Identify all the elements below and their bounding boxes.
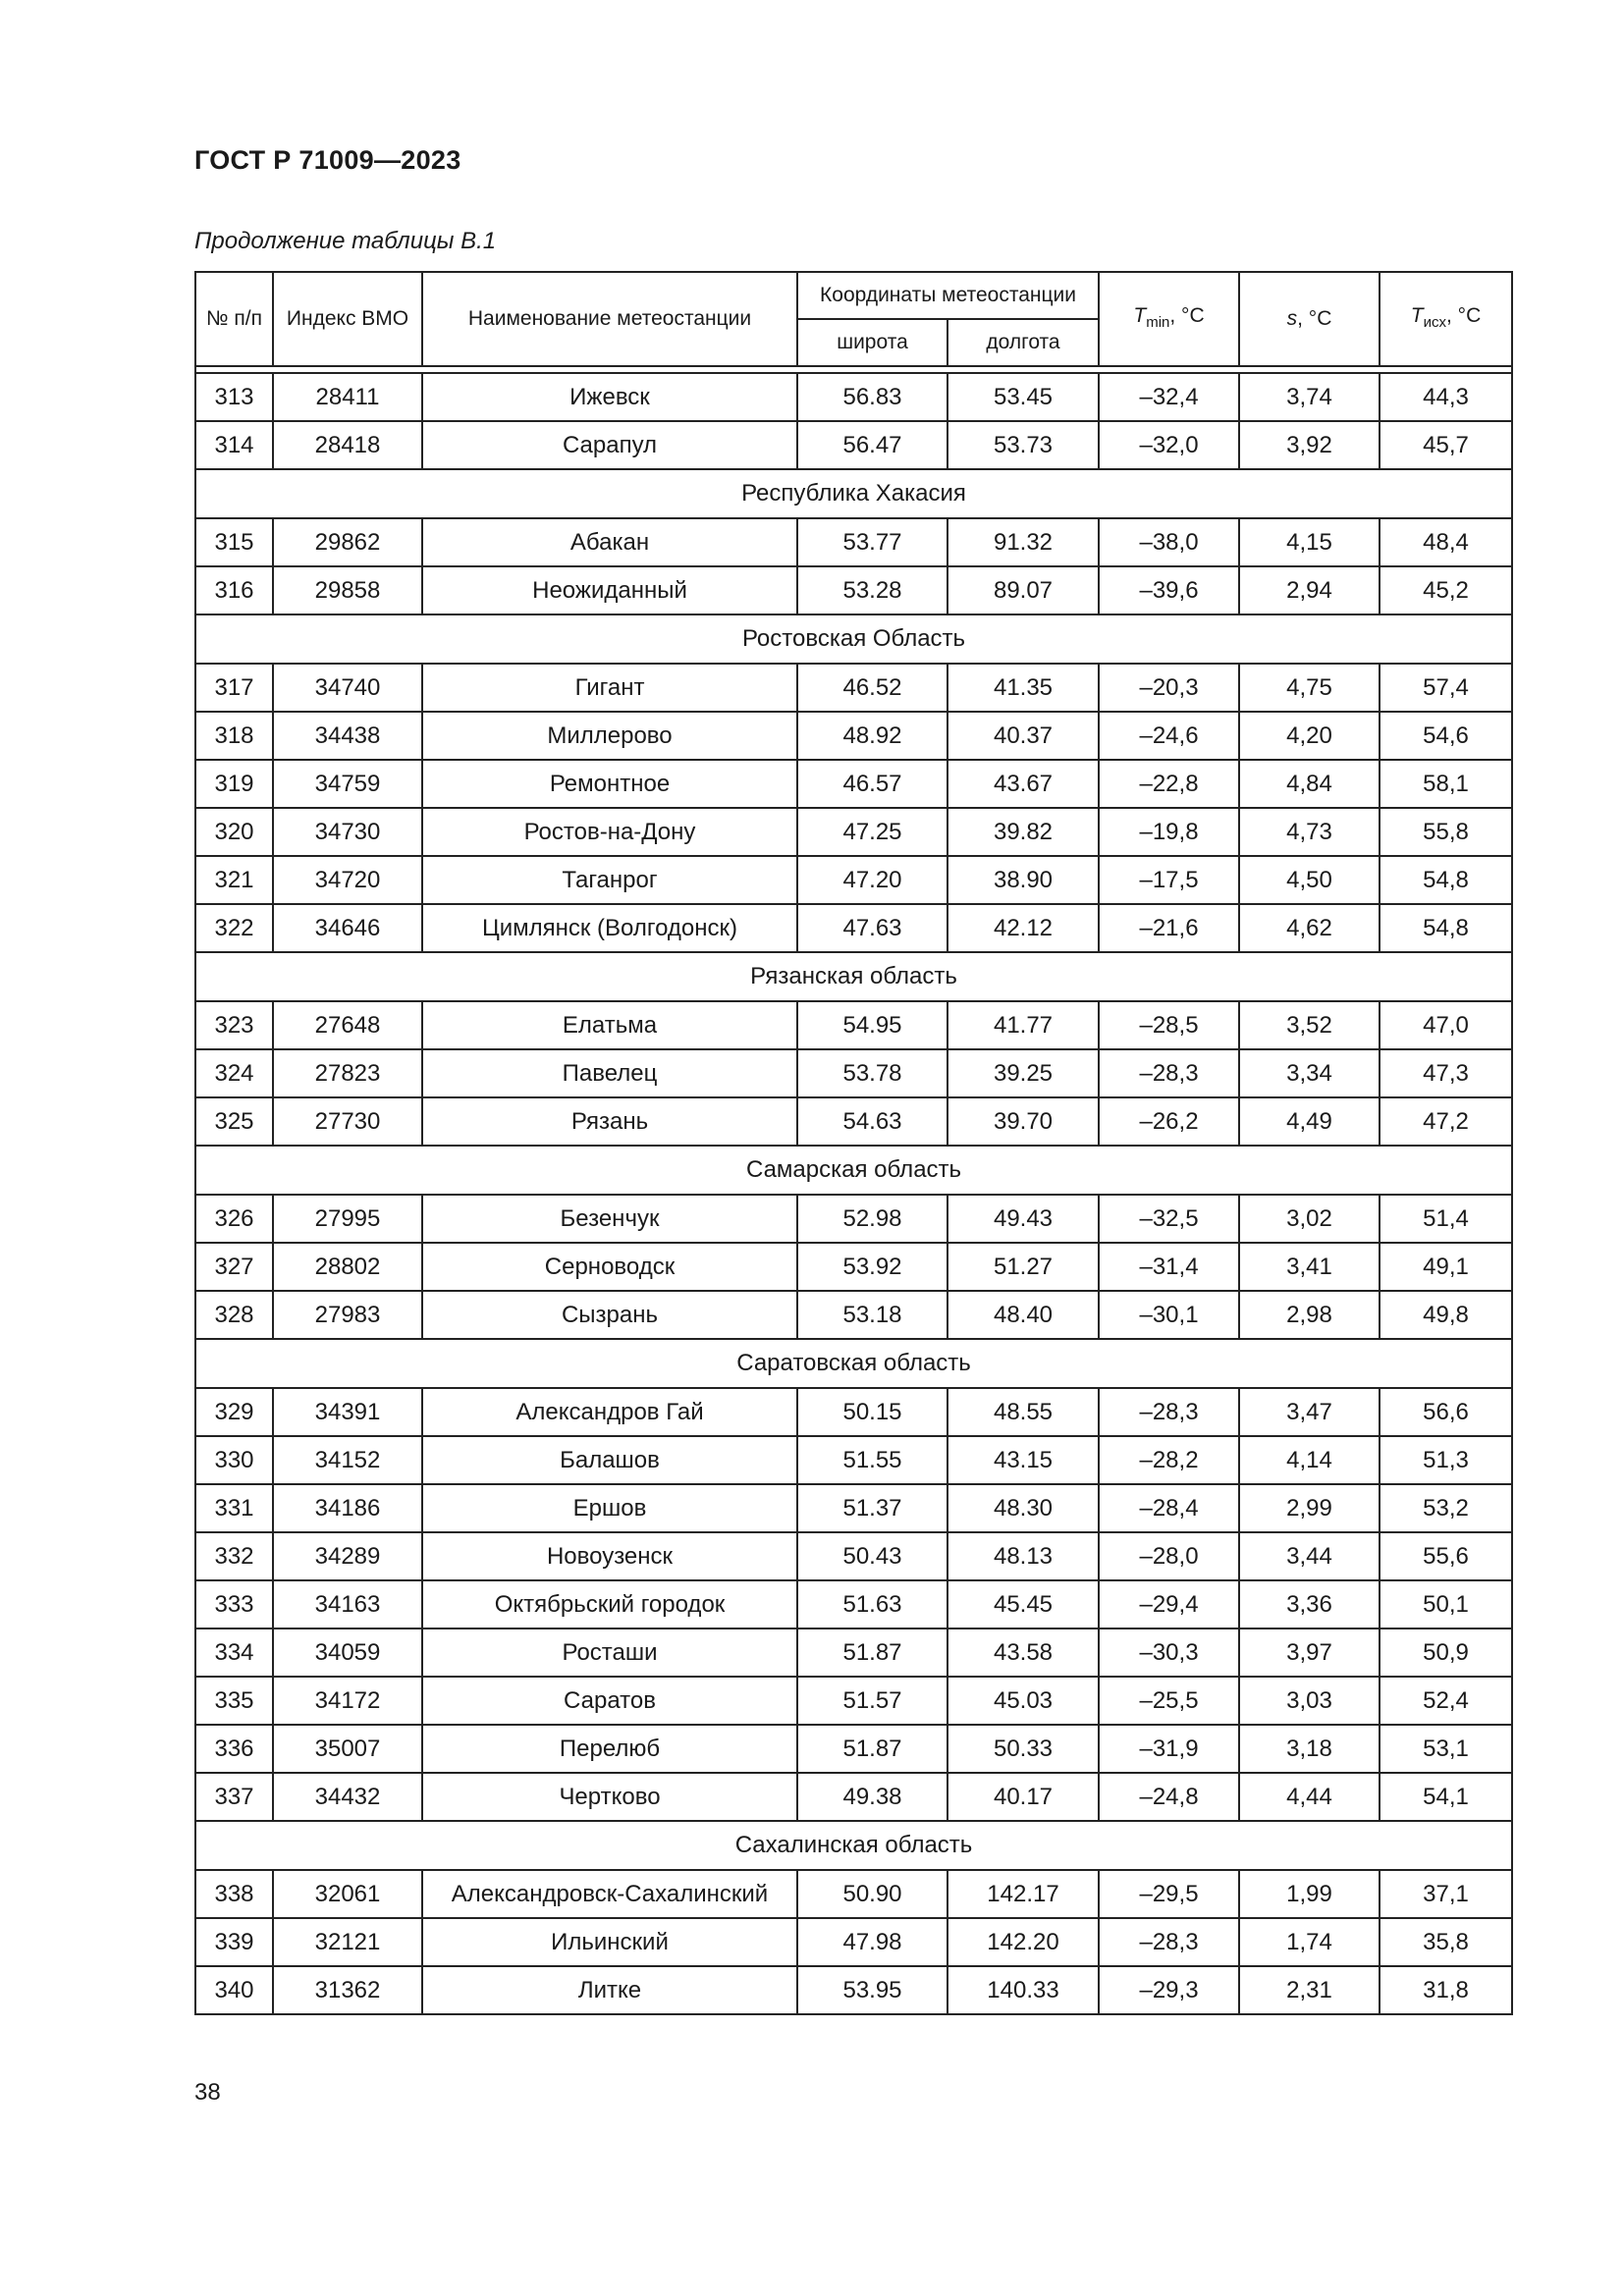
cell-name: Гигант <box>422 664 797 712</box>
cell-lon: 142.20 <box>947 1918 1099 1966</box>
cell-tmin: –30,1 <box>1099 1291 1239 1339</box>
cell-index: 35007 <box>273 1725 422 1773</box>
cell-tmin: –26,2 <box>1099 1097 1239 1146</box>
cell-num: 316 <box>195 566 273 614</box>
cell-index: 28802 <box>273 1243 422 1291</box>
region-group-row <box>195 614 1512 664</box>
cell-num: 326 <box>195 1195 273 1243</box>
cell-tmin: –28,4 <box>1099 1484 1239 1532</box>
cell-lon: 40.17 <box>947 1773 1099 1821</box>
cell-lat: 51.87 <box>797 1725 947 1773</box>
header-coordinates: Координаты метеостанции <box>797 272 1099 319</box>
region-name: Республика Хакасия <box>195 469 1512 518</box>
cell-tisx: 54,1 <box>1380 1773 1512 1821</box>
cell-lon: 39.25 <box>947 1049 1099 1097</box>
cell-s: 1,99 <box>1239 1870 1380 1918</box>
cell-lon: 40.37 <box>947 712 1099 760</box>
table-caption: Продолжение таблицы В.1 <box>194 228 497 254</box>
cell-name: Перелюб <box>422 1725 797 1773</box>
cell-index: 34391 <box>273 1388 422 1436</box>
table-row <box>195 1484 1512 1532</box>
cell-num: 329 <box>195 1388 273 1436</box>
document-title: ГОСТ Р 71009—2023 <box>194 145 461 175</box>
cell-tisx: 47,3 <box>1380 1049 1512 1097</box>
cell-index: 34172 <box>273 1677 422 1725</box>
cell-lon: 48.55 <box>947 1388 1099 1436</box>
cell-index: 31362 <box>273 1966 422 2014</box>
cell-lat: 46.57 <box>797 760 947 808</box>
cell-tmin: –32,5 <box>1099 1195 1239 1243</box>
cell-s: 3,92 <box>1239 421 1380 469</box>
cell-tisx: 55,8 <box>1380 808 1512 856</box>
cell-index: 34646 <box>273 904 422 952</box>
table-row <box>195 712 1512 760</box>
cell-lon: 142.17 <box>947 1870 1099 1918</box>
cell-tmin: –28,3 <box>1099 1049 1239 1097</box>
cell-tisx: 51,3 <box>1380 1436 1512 1484</box>
cell-index: 34289 <box>273 1532 422 1580</box>
cell-tmin: –31,9 <box>1099 1725 1239 1773</box>
cell-tisx: 56,6 <box>1380 1388 1512 1436</box>
cell-lon: 45.03 <box>947 1677 1099 1725</box>
cell-lat: 51.37 <box>797 1484 947 1532</box>
cell-lat: 53.77 <box>797 518 947 566</box>
cell-s: 2,98 <box>1239 1291 1380 1339</box>
cell-tisx: 47,0 <box>1380 1001 1512 1049</box>
cell-tisx: 50,9 <box>1380 1629 1512 1677</box>
cell-tisx: 58,1 <box>1380 760 1512 808</box>
cell-lat: 48.92 <box>797 712 947 760</box>
cell-s: 3,52 <box>1239 1001 1380 1049</box>
header-num: № п/п <box>195 272 273 366</box>
cell-tisx: 53,1 <box>1380 1725 1512 1773</box>
cell-tmin: –32,0 <box>1099 421 1239 469</box>
cell-num: 330 <box>195 1436 273 1484</box>
cell-num: 340 <box>195 1966 273 2014</box>
cell-num: 332 <box>195 1532 273 1580</box>
cell-name: Росташи <box>422 1629 797 1677</box>
region-group-row <box>195 952 1512 1001</box>
region-name: Сахалинская область <box>195 1821 1512 1870</box>
cell-index: 34720 <box>273 856 422 904</box>
cell-index: 34432 <box>273 1773 422 1821</box>
cell-tmin: –28,0 <box>1099 1532 1239 1580</box>
cell-lat: 52.98 <box>797 1195 947 1243</box>
cell-index: 32121 <box>273 1918 422 1966</box>
cell-tisx: 53,2 <box>1380 1484 1512 1532</box>
cell-tmin: –24,6 <box>1099 712 1239 760</box>
cell-s: 3,02 <box>1239 1195 1380 1243</box>
table-row <box>195 1918 1512 1966</box>
cell-name: Ижевск <box>422 373 797 421</box>
cell-num: 313 <box>195 373 273 421</box>
cell-index: 28411 <box>273 373 422 421</box>
cell-s: 4,84 <box>1239 760 1380 808</box>
cell-tmin: –28,5 <box>1099 1001 1239 1049</box>
table-row <box>195 1870 1512 1918</box>
cell-num: 315 <box>195 518 273 566</box>
cell-num: 339 <box>195 1918 273 1966</box>
cell-index: 34438 <box>273 712 422 760</box>
cell-s: 4,73 <box>1239 808 1380 856</box>
cell-lat: 53.92 <box>797 1243 947 1291</box>
cell-s: 3,74 <box>1239 373 1380 421</box>
cell-tmin: –32,4 <box>1099 373 1239 421</box>
cell-tmin: –24,8 <box>1099 1773 1239 1821</box>
cell-tisx: 50,1 <box>1380 1580 1512 1629</box>
region-name: Самарская область <box>195 1146 1512 1195</box>
cell-lat: 47.98 <box>797 1918 947 1966</box>
cell-num: 324 <box>195 1049 273 1097</box>
cell-tisx: 37,1 <box>1380 1870 1512 1918</box>
cell-name: Миллерово <box>422 712 797 760</box>
cell-lat: 47.63 <box>797 904 947 952</box>
cell-tmin: –39,6 <box>1099 566 1239 614</box>
cell-num: 328 <box>195 1291 273 1339</box>
cell-lat: 51.87 <box>797 1629 947 1677</box>
cell-lon: 43.67 <box>947 760 1099 808</box>
cell-lat: 46.52 <box>797 664 947 712</box>
cell-lon: 42.12 <box>947 904 1099 952</box>
region-group-row <box>195 1339 1512 1388</box>
cell-lon: 41.35 <box>947 664 1099 712</box>
cell-index: 27995 <box>273 1195 422 1243</box>
cell-s: 1,74 <box>1239 1918 1380 1966</box>
cell-name: Сарапул <box>422 421 797 469</box>
cell-num: 333 <box>195 1580 273 1629</box>
cell-name: Балашов <box>422 1436 797 1484</box>
cell-tisx: 57,4 <box>1380 664 1512 712</box>
cell-lat: 49.38 <box>797 1773 947 1821</box>
region-group-row <box>195 1146 1512 1195</box>
table-row <box>195 566 1512 614</box>
table-body <box>195 373 1512 2014</box>
cell-name: Октябрьский городок <box>422 1580 797 1629</box>
cell-lat: 54.95 <box>797 1001 947 1049</box>
cell-s: 3,03 <box>1239 1677 1380 1725</box>
cell-index: 29862 <box>273 518 422 566</box>
cell-num: 335 <box>195 1677 273 1725</box>
cell-lat: 50.90 <box>797 1870 947 1918</box>
cell-lon: 48.30 <box>947 1484 1099 1532</box>
header-tmin: $T_{min}$, °С <box>1099 272 1239 366</box>
cell-num: 331 <box>195 1484 273 1532</box>
cell-tmin: –19,8 <box>1099 808 1239 856</box>
header-s: s, °С <box>1239 272 1380 366</box>
cell-lat: 56.83 <box>797 373 947 421</box>
cell-lat: 53.78 <box>797 1049 947 1097</box>
table-row <box>195 1532 1512 1580</box>
cell-lon: 39.70 <box>947 1097 1099 1146</box>
cell-name: Ремонтное <box>422 760 797 808</box>
cell-num: 322 <box>195 904 273 952</box>
cell-lon: 43.15 <box>947 1436 1099 1484</box>
cell-index: 29858 <box>273 566 422 614</box>
cell-lat: 50.43 <box>797 1532 947 1580</box>
cell-tisx: 48,4 <box>1380 518 1512 566</box>
cell-tisx: 45,7 <box>1380 421 1512 469</box>
cell-name: Саратов <box>422 1677 797 1725</box>
cell-lon: 48.40 <box>947 1291 1099 1339</box>
cell-name: Безенчук <box>422 1195 797 1243</box>
cell-name: Таганрог <box>422 856 797 904</box>
cell-tisx: 54,6 <box>1380 712 1512 760</box>
cell-s: 2,99 <box>1239 1484 1380 1532</box>
region-group-row <box>195 469 1512 518</box>
cell-s: 3,36 <box>1239 1580 1380 1629</box>
cell-tisx: 49,1 <box>1380 1243 1512 1291</box>
cell-lon: 51.27 <box>947 1243 1099 1291</box>
cell-name: Ильинский <box>422 1918 797 1966</box>
cell-tisx: 55,6 <box>1380 1532 1512 1580</box>
cell-name: Александровск-Сахалинский <box>422 1870 797 1918</box>
cell-tmin: –20,3 <box>1099 664 1239 712</box>
cell-lon: 41.77 <box>947 1001 1099 1049</box>
cell-num: 336 <box>195 1725 273 1773</box>
table-row <box>195 760 1512 808</box>
table-row <box>195 1243 1512 1291</box>
cell-num: 317 <box>195 664 273 712</box>
cell-tmin: –28,3 <box>1099 1918 1239 1966</box>
table-row <box>195 1291 1512 1339</box>
cell-name: Серноводск <box>422 1243 797 1291</box>
cell-index: 34163 <box>273 1580 422 1629</box>
cell-name: Литке <box>422 1966 797 2014</box>
cell-s: 2,31 <box>1239 1966 1380 2014</box>
cell-tmin: –29,3 <box>1099 1966 1239 2014</box>
cell-lat: 53.28 <box>797 566 947 614</box>
cell-lon: 38.90 <box>947 856 1099 904</box>
cell-s: 4,75 <box>1239 664 1380 712</box>
table-row <box>195 1049 1512 1097</box>
table-row <box>195 1388 1512 1436</box>
cell-lon: 45.45 <box>947 1580 1099 1629</box>
cell-tmin: –38,0 <box>1099 518 1239 566</box>
cell-tisx: 31,8 <box>1380 1966 1512 2014</box>
cell-num: 338 <box>195 1870 273 1918</box>
cell-tmin: –28,2 <box>1099 1436 1239 1484</box>
cell-tisx: 51,4 <box>1380 1195 1512 1243</box>
cell-lon: 48.13 <box>947 1532 1099 1580</box>
cell-index: 28418 <box>273 421 422 469</box>
table-row <box>195 373 1512 421</box>
cell-index: 34730 <box>273 808 422 856</box>
cell-name: Неожиданный <box>422 566 797 614</box>
region-group-row <box>195 1821 1512 1870</box>
cell-index: 34186 <box>273 1484 422 1532</box>
table-row <box>195 1195 1512 1243</box>
cell-tmin: –25,5 <box>1099 1677 1239 1725</box>
cell-index: 32061 <box>273 1870 422 1918</box>
cell-s: 2,94 <box>1239 566 1380 614</box>
weather-stations-table <box>194 271 1513 2015</box>
header-index: Индекс ВМО <box>273 272 422 366</box>
cell-s: 4,49 <box>1239 1097 1380 1146</box>
cell-tmin: –29,5 <box>1099 1870 1239 1918</box>
table-row <box>195 1436 1512 1484</box>
region-name: Рязанская область <box>195 952 1512 1001</box>
cell-lat: 47.20 <box>797 856 947 904</box>
region-name: Саратовская область <box>195 1339 1512 1388</box>
cell-tisx: 52,4 <box>1380 1677 1512 1725</box>
cell-name: Елатьма <box>422 1001 797 1049</box>
cell-index: 34740 <box>273 664 422 712</box>
cell-name: Новоузенск <box>422 1532 797 1580</box>
cell-tisx: 47,2 <box>1380 1097 1512 1146</box>
cell-s: 3,34 <box>1239 1049 1380 1097</box>
cell-lat: 54.63 <box>797 1097 947 1146</box>
cell-tisx: 35,8 <box>1380 1918 1512 1966</box>
table-row <box>195 808 1512 856</box>
cell-tisx: 54,8 <box>1380 856 1512 904</box>
cell-num: 314 <box>195 421 273 469</box>
cell-tmin: –22,8 <box>1099 760 1239 808</box>
table-row <box>195 1773 1512 1821</box>
cell-s: 3,44 <box>1239 1532 1380 1580</box>
cell-lat: 51.55 <box>797 1436 947 1484</box>
cell-s: 3,41 <box>1239 1243 1380 1291</box>
header-latitude: широта <box>797 319 947 366</box>
cell-name: Ершов <box>422 1484 797 1532</box>
cell-lat: 50.15 <box>797 1388 947 1436</box>
cell-s: 4,44 <box>1239 1773 1380 1821</box>
cell-lat: 56.47 <box>797 421 947 469</box>
cell-tmin: –21,6 <box>1099 904 1239 952</box>
table-row <box>195 1580 1512 1629</box>
table-row <box>195 421 1512 469</box>
cell-name: Павелец <box>422 1049 797 1097</box>
cell-s: 4,14 <box>1239 1436 1380 1484</box>
table-row <box>195 1001 1512 1049</box>
cell-name: Цимлянск (Волгодонск) <box>422 904 797 952</box>
table-row <box>195 856 1512 904</box>
table-row <box>195 518 1512 566</box>
cell-s: 4,15 <box>1239 518 1380 566</box>
cell-name: Чертково <box>422 1773 797 1821</box>
table-row <box>195 1725 1512 1773</box>
header-tisx: $T_{исх}$, °С <box>1380 272 1512 366</box>
cell-tmin: –28,3 <box>1099 1388 1239 1436</box>
cell-tisx: 45,2 <box>1380 566 1512 614</box>
cell-name: Ростов-на-Дону <box>422 808 797 856</box>
cell-name: Абакан <box>422 518 797 566</box>
region-name: Ростовская Область <box>195 614 1512 664</box>
table-row <box>195 1097 1512 1146</box>
cell-num: 327 <box>195 1243 273 1291</box>
cell-lon: 53.45 <box>947 373 1099 421</box>
cell-num: 337 <box>195 1773 273 1821</box>
cell-lat: 53.95 <box>797 1966 947 2014</box>
cell-tmin: –31,4 <box>1099 1243 1239 1291</box>
cell-s: 4,20 <box>1239 712 1380 760</box>
cell-lat: 53.18 <box>797 1291 947 1339</box>
cell-s: 3,18 <box>1239 1725 1380 1773</box>
cell-lat: 47.25 <box>797 808 947 856</box>
cell-num: 318 <box>195 712 273 760</box>
header-name: Наименование метеостанции <box>422 272 797 366</box>
cell-lon: 140.33 <box>947 1966 1099 2014</box>
cell-lon: 91.32 <box>947 518 1099 566</box>
header-longitude: долгота <box>947 319 1099 366</box>
cell-tmin: –17,5 <box>1099 856 1239 904</box>
cell-tisx: 49,8 <box>1380 1291 1512 1339</box>
cell-num: 323 <box>195 1001 273 1049</box>
table-row <box>195 1677 1512 1725</box>
cell-index: 34759 <box>273 760 422 808</box>
table-row <box>195 1629 1512 1677</box>
cell-lat: 51.57 <box>797 1677 947 1725</box>
cell-index: 27730 <box>273 1097 422 1146</box>
cell-lon: 50.33 <box>947 1725 1099 1773</box>
cell-tmin: –30,3 <box>1099 1629 1239 1677</box>
cell-lon: 53.73 <box>947 421 1099 469</box>
cell-s: 3,97 <box>1239 1629 1380 1677</box>
cell-lon: 39.82 <box>947 808 1099 856</box>
cell-index: 34152 <box>273 1436 422 1484</box>
table-row <box>195 1966 1512 2014</box>
cell-index: 34059 <box>273 1629 422 1677</box>
cell-index: 27823 <box>273 1049 422 1097</box>
cell-s: 4,50 <box>1239 856 1380 904</box>
table-row <box>195 664 1512 712</box>
cell-s: 3,47 <box>1239 1388 1380 1436</box>
cell-name: Александров Гай <box>422 1388 797 1436</box>
cell-s: 4,62 <box>1239 904 1380 952</box>
cell-lat: 51.63 <box>797 1580 947 1629</box>
cell-num: 334 <box>195 1629 273 1677</box>
cell-name: Рязань <box>422 1097 797 1146</box>
page-number: 38 <box>194 2079 221 2106</box>
cell-num: 320 <box>195 808 273 856</box>
cell-index: 27983 <box>273 1291 422 1339</box>
cell-name: Сызрань <box>422 1291 797 1339</box>
cell-num: 325 <box>195 1097 273 1146</box>
cell-num: 321 <box>195 856 273 904</box>
table-row <box>195 904 1512 952</box>
cell-lon: 89.07 <box>947 566 1099 614</box>
cell-index: 27648 <box>273 1001 422 1049</box>
cell-tmin: –29,4 <box>1099 1580 1239 1629</box>
cell-tisx: 44,3 <box>1380 373 1512 421</box>
cell-lon: 49.43 <box>947 1195 1099 1243</box>
cell-tisx: 54,8 <box>1380 904 1512 952</box>
cell-num: 319 <box>195 760 273 808</box>
cell-lon: 43.58 <box>947 1629 1099 1677</box>
